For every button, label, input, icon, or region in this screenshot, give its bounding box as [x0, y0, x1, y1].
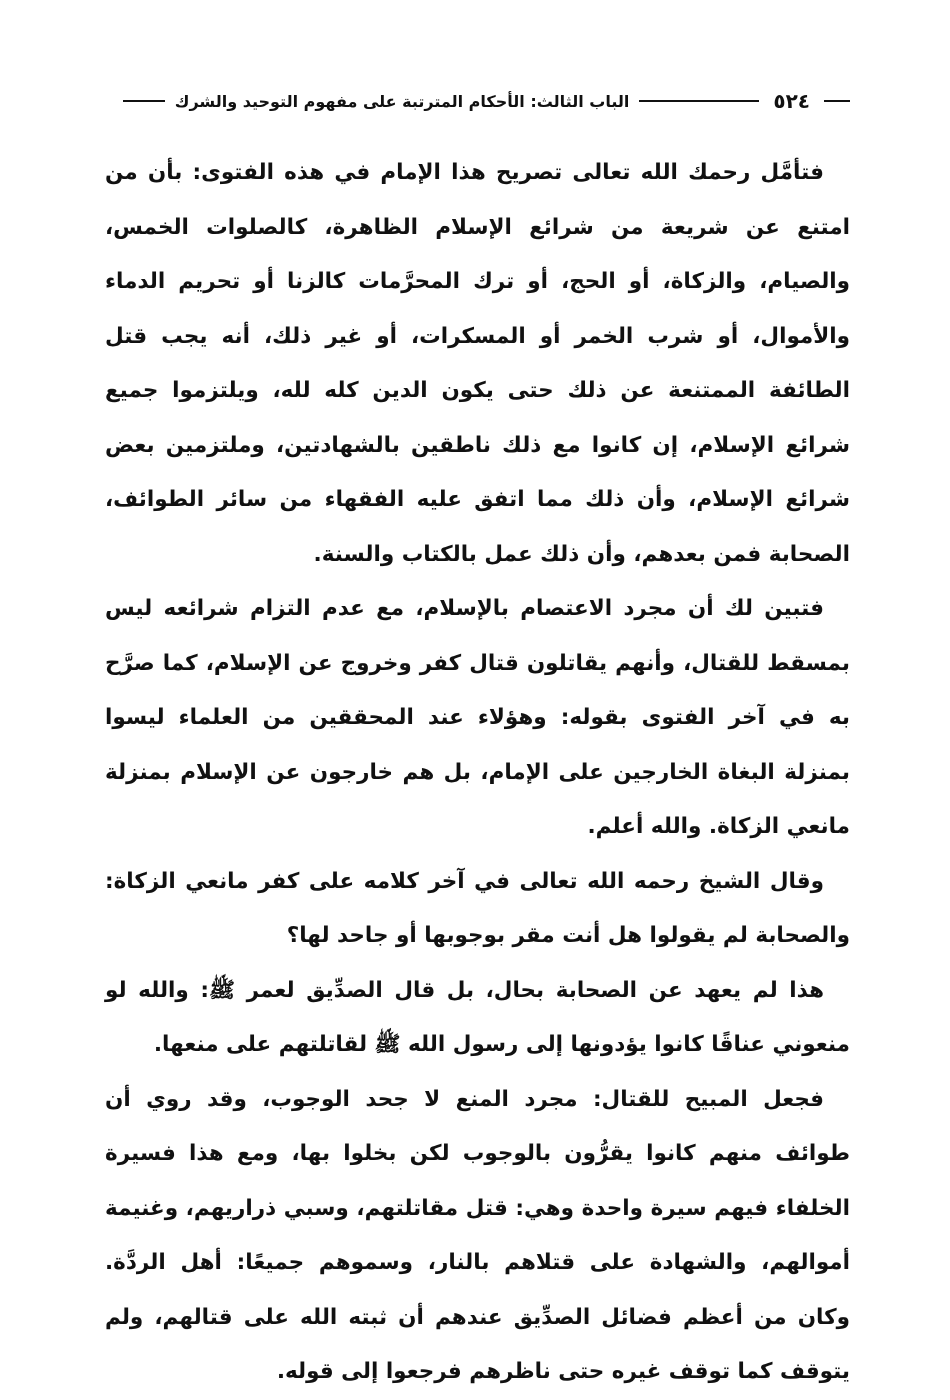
chapter-title: الباب الثالث: الأحكام المترتبة على مفهوم التوحيد والشرك: [174, 91, 630, 111]
page-number: ٥٢٤: [773, 89, 810, 113]
paragraph-text: وقال الشيخ رحمه الله تعالى في آخر كلامه على كفر مانعي الزكاة: والصحابة لم يقولوا هل أنت مقر بوجوبها أو جاحد لها؟: [105, 868, 850, 948]
paragraph-text: فتبين لك أن مجرد الاعتصام بالإسلام، مع عدم التزام شرائعه ليس بمسقط للقتال، وأنهم يقاتلون قتال كفر وخروج عن الإسلام، كما صرَّح به في آخر الفتوى بقوله: وهؤلاء عند المحققين من العلماء ليسوا بمنزلة البغاة الخارجين على الإمام، بل هم خارجون عن الإسلام بمنزلة مانعي الزكاة. والله أعلم.: [105, 596, 850, 839]
header-rule-left: [123, 100, 165, 102]
paragraph-text: مجرد المنع لا جحد الوجوب، وقد روي أن طوائف منهم كانوا يقرُّون بالوجوب لكن بخلوا بها، ومع هذا فسيرة الخلفاء فيهم سيرة واحدة وهي: قتل مقاتلتهم، وسبي ذراريهم، وغنيمة أموالهم، والشهادة على قتلاهم بالنار، وسموهم جميعًا: أهل الردَّة. وكان من أعظم فضائل الصدِّيق عندهم أن ثبته الله على قتالهم، ولم يتوقف كما توقف غيره حتى ناظرهم فرجعوا إلى قوله.: [105, 1086, 850, 1384]
running-header: [105, 78, 850, 124]
paragraph-lead: فجعل المبيح للقتال:: [592, 1086, 825, 1112]
paragraph: [105, 855, 850, 964]
paragraph: [105, 964, 850, 1073]
paragraph: [105, 582, 850, 855]
paragraph-text: فتأمَّل رحمك الله تعالى تصريح هذا الإمام في هذه الفتوى: بأن من امتنع عن شريعة من شرائع الإسلام الظاهرة، كالصلوات الخمس، والصيام، والزكاة، أو الحج، أو ترك المحرَّمات كالزنا أو تحريم الدماء والأموال، أو شرب الخمر أو المسكرات، أو غير ذلك، أنه يجب قتل الطائفة الممتنعة عن ذلك حتى يكون الدين كله لله، ويلتزموا جميع شرائع الإسلام، إن كانوا مع ذلك ناطقين بالشهادتين، وملتزمين بعض شرائع الإسلام، وأن ذلك مما اتفق عليه الفقهاء من سائر الطوائف، الصحابة فمن بعدهم، وأن ذلك عمل بالكتاب والسنة.: [105, 160, 850, 567]
header-rule-right: [824, 100, 850, 102]
body-text: [105, 146, 850, 1400]
header-rule-middle: [639, 100, 759, 102]
paragraph-text: هذا لم يعهد عن الصحابة بحال، بل قال الصدِّيق لعمر ﷺ: والله لو منعوني عناقًا كانوا يؤدونها إلى رسول الله ﷺ لقاتلتهم على منعها.: [105, 977, 850, 1057]
book-page: [105, 78, 850, 1384]
paragraph: [105, 146, 850, 582]
paragraph: [105, 1073, 850, 1400]
